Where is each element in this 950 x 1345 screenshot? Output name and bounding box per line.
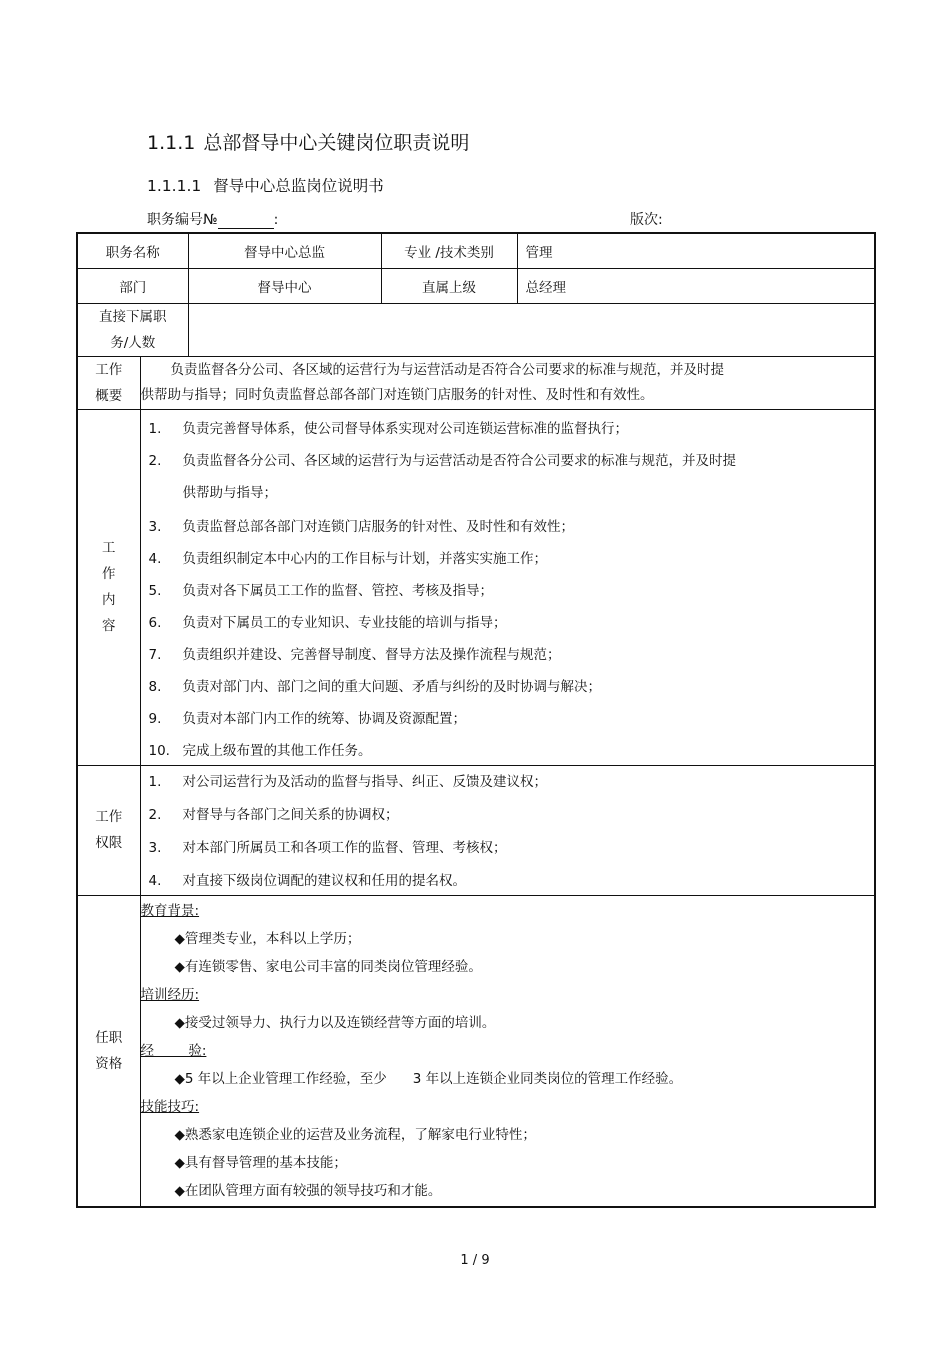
list-item bbox=[141, 550, 875, 568]
department-value: 督导中心 bbox=[188, 268, 381, 303]
list-item bbox=[141, 420, 875, 438]
item-text: 负责监督各分公司、各区域的运营行为与运营活动是否符合公司要求的标准与规范，并及时提 bbox=[182, 452, 736, 469]
page-number: 1 / 9 bbox=[460, 1253, 490, 1268]
item-number: 4. bbox=[148, 872, 162, 889]
item-text: 负责对各下属员工工作的监督、管控、考核及指导； bbox=[182, 582, 493, 599]
item-number: 1. bbox=[148, 773, 162, 790]
item-number: 4. bbox=[148, 550, 162, 567]
subordinates-label-line2: 务/人数 bbox=[110, 334, 156, 351]
item-text: 供帮助与指导； bbox=[182, 484, 277, 501]
list-item bbox=[141, 710, 875, 728]
item-text: 对直接下级岗位调配的建议权和任用的提名权。 bbox=[182, 872, 466, 889]
list-item bbox=[141, 872, 875, 890]
list-item bbox=[141, 806, 875, 824]
item-number: 3. bbox=[148, 518, 162, 535]
list-item-continued bbox=[141, 484, 875, 502]
item-text: 对公司运营行为及活动的监督与指导、纠正、反馈及建议权； bbox=[182, 773, 547, 790]
authority-label-line1: 工作 bbox=[95, 809, 123, 825]
row-department bbox=[77, 268, 875, 303]
item-text: 负责对本部门内工作的统筹、协调及资源配置； bbox=[182, 710, 466, 727]
job-number-line bbox=[147, 209, 278, 229]
summary-text bbox=[140, 356, 875, 409]
subsection-number: 1.1.1.1 bbox=[147, 177, 202, 195]
qualification-label-line2: 资格 bbox=[95, 1055, 123, 1072]
section-heading bbox=[147, 128, 469, 155]
authority-label-line2: 权限 bbox=[95, 835, 123, 851]
item-text: 负责完善督导体系，使公司督导体系实现对公司连锁运营标准的监督执行； bbox=[182, 420, 628, 437]
summary-label bbox=[77, 356, 140, 409]
item-text: 负责组织制定本中心内的工作目标与计划，并落实实施工作； bbox=[182, 550, 547, 567]
row-subordinates bbox=[77, 303, 875, 356]
row-summary bbox=[77, 356, 875, 409]
version-label: 版次: bbox=[630, 212, 663, 228]
qualification-label bbox=[77, 895, 140, 1207]
item-number: 7. bbox=[148, 646, 162, 663]
education-item: ◆管理类专业，本科以上学历； bbox=[174, 930, 361, 947]
authority-label bbox=[77, 765, 140, 895]
list-item bbox=[141, 518, 875, 536]
education-heading: 教育背景: bbox=[140, 902, 200, 919]
supervisor-value: 总经理 bbox=[517, 268, 875, 303]
subordinates-label-line1: 直接下属职 bbox=[99, 308, 167, 325]
authority-list-cell bbox=[140, 765, 875, 895]
item-text: 负责监督总部各部门对连锁门店服务的针对性、及时性和有效性； bbox=[182, 518, 574, 535]
work-content-list bbox=[141, 420, 875, 760]
item-text: 对本部门所属员工和各项工作的监督、管理、考核权； bbox=[182, 839, 507, 856]
row-qualification bbox=[77, 895, 875, 1207]
subordinates-label bbox=[77, 303, 188, 356]
job-title-label: 职务名称 bbox=[77, 233, 188, 268]
work-content-label-char: 内 bbox=[102, 592, 116, 608]
list-item bbox=[141, 614, 875, 632]
subordinates-value bbox=[188, 303, 875, 356]
list-item bbox=[141, 646, 875, 664]
item-number: 10. bbox=[148, 742, 170, 759]
training-item: ◆接受过领导力、执行力以及连锁经营等方面的培训。 bbox=[174, 1014, 496, 1031]
item-text: 对督导与各部门之间关系的协调权； bbox=[182, 806, 399, 823]
row-job-title bbox=[77, 233, 875, 268]
job-number-label: 职务编号№ bbox=[147, 212, 218, 228]
item-number: 1. bbox=[148, 420, 162, 437]
subsection-heading bbox=[147, 174, 384, 196]
item-number: 6. bbox=[148, 614, 162, 631]
qualification-label-line1: 任职 bbox=[95, 1029, 123, 1046]
experience-heading: 经 验: bbox=[140, 1042, 207, 1059]
category-label: 专业 /技术类别 bbox=[381, 233, 517, 268]
section-number: 1.1.1 bbox=[147, 132, 196, 154]
category-value: 管理 bbox=[517, 233, 875, 268]
skills-item: ◆熟悉家电连锁企业的运营及业务流程，了解家电行业特性； bbox=[174, 1126, 536, 1143]
job-description-table bbox=[76, 232, 876, 1208]
job-number-blank bbox=[218, 214, 274, 229]
item-text: 完成上级布置的其他工作任务。 bbox=[182, 742, 372, 759]
skills-heading: 技能技巧: bbox=[140, 1098, 200, 1115]
list-item bbox=[141, 839, 875, 857]
list-item bbox=[141, 742, 875, 760]
skills-item: ◆在团队管理方面有较强的领导技巧和才能。 bbox=[174, 1182, 442, 1199]
work-content-list-cell bbox=[140, 409, 875, 765]
summary-line2: 供帮助与指导；同时负责监督总部各部门对连锁门店服务的针对性、及时性和有效性。 bbox=[140, 386, 654, 403]
item-number: 8. bbox=[148, 678, 162, 695]
job-number-suffix: : bbox=[273, 212, 279, 228]
list-item bbox=[141, 452, 875, 470]
work-content-label bbox=[77, 409, 140, 765]
list-item bbox=[141, 773, 875, 791]
section-title: 总部督导中心关键岗位职责说明 bbox=[203, 132, 470, 154]
training-heading: 培训经历: bbox=[140, 986, 200, 1003]
skills-item: ◆具有督导管理的基本技能； bbox=[174, 1154, 347, 1171]
job-title-value: 督导中心总监 bbox=[188, 233, 381, 268]
work-content-label-char: 作 bbox=[102, 566, 116, 582]
summary-label-line1: 工作 bbox=[95, 361, 123, 378]
item-text: 负责对下属员工的专业知识、专业技能的培训与指导； bbox=[182, 614, 507, 631]
department-label: 部门 bbox=[77, 268, 188, 303]
item-number: 3. bbox=[148, 839, 162, 856]
item-number: 5. bbox=[148, 582, 162, 599]
item-number: 2. bbox=[148, 806, 162, 823]
row-authority bbox=[77, 765, 875, 895]
list-item bbox=[141, 582, 875, 600]
authority-list bbox=[141, 773, 875, 890]
experience-item bbox=[141, 1070, 875, 1088]
subsection-title: 督导中心总监岗位说明书 bbox=[213, 177, 384, 195]
item-number: 9. bbox=[148, 710, 162, 727]
work-content-label-char: 容 bbox=[102, 618, 116, 634]
item-text: 负责对部门内、部门之间的重大问题、矛盾与纠纷的及时协调与解决； bbox=[182, 678, 601, 695]
supervisor-label: 直属上级 bbox=[381, 268, 517, 303]
education-item: ◆有连锁零售、家电公司丰富的同类岗位管理经验。 bbox=[174, 958, 482, 975]
summary-line1: 负责监督各分公司、各区域的运营行为与运营活动是否符合公司要求的标准与规范，并及时提 bbox=[170, 361, 724, 378]
experience-text-a: ◆5 年以上企业管理工作经验，至少 bbox=[174, 1070, 387, 1087]
item-number: 2. bbox=[148, 452, 162, 469]
summary-label-line2: 概要 bbox=[95, 387, 123, 404]
item-text: 负责组织并建设、完善督导制度、督导方法及操作流程与规范； bbox=[182, 646, 561, 663]
qualification-cell bbox=[140, 895, 875, 1207]
row-work-content bbox=[77, 409, 875, 765]
list-item bbox=[141, 678, 875, 696]
experience-text-b: 3 年以上连锁企业同类岗位的管理工作经验。 bbox=[412, 1070, 683, 1087]
work-content-label-char: 工 bbox=[102, 540, 116, 556]
